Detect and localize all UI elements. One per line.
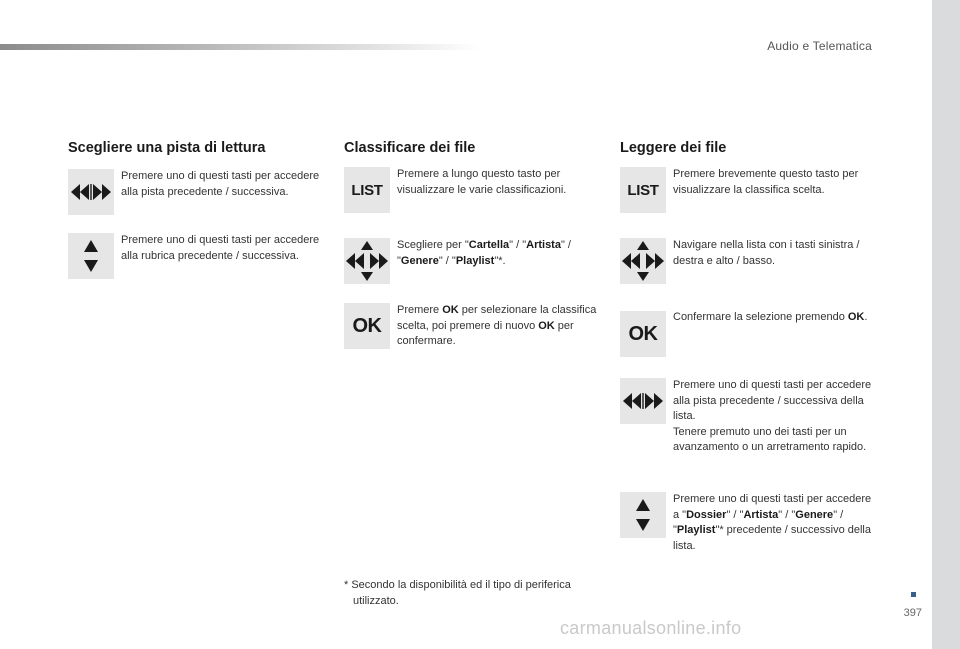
section-title: Audio e Telematica [767,39,872,53]
four-way-arrows-icon [621,240,665,282]
column-choose-track [68,140,320,262]
ok-key [344,303,390,349]
row-description: Premere uno di questi tasti per accedere alla pista precedente / successiva. [121,170,320,198]
row-description: Premere brevemente questo tasto per visualizzare la classifica scelta. [673,168,859,196]
column-read-files [620,140,872,552]
four-way-key [620,238,666,284]
row-description: Confermare la selezione premendo OK. [673,311,868,323]
prev-next-icon [70,182,112,202]
row-description: Premere uno di questi tasti per accedere alla pista precedente / successiva della lista. Tenere premuto uno dei tasti per un avanzamento o un arretramento rapido. [673,379,872,453]
column-classify-files [344,140,597,347]
footnote: * Secondo la disponibilità ed il tipo di periferica utilizzato. [344,579,571,607]
ok-key-label: OK [628,322,658,345]
four-way-key [344,238,390,284]
column-title: Leggere dei file [620,140,727,156]
row-description: Premere uno di questi tasti per accedere a "Dossier" / "Artista" / "Genere" / "Playlist"* precedente / successivo della lista. [673,493,872,552]
up-down-icon [635,497,651,533]
column-title: Classificare dei file [344,140,476,156]
watermark-text: carmanualsonline.info [560,618,742,638]
header-rule [0,44,480,50]
page-marker [911,592,916,597]
four-way-arrows-icon [345,240,389,282]
prev-next-key [620,378,666,424]
list-key [344,167,390,213]
up-down-icon [83,238,99,274]
list-key-label: LIST [351,181,383,199]
list-key [620,167,666,213]
up-down-key [620,492,666,538]
row-description: Navigare nella lista con i tasti sinistra / destra e alto / basso. [673,239,860,267]
row-description: Premere uno di questi tasti per accedere alla rubrica precedente / successiva. [121,234,320,262]
right-margin-bar [932,0,960,649]
prev-next-icon [622,391,664,411]
prev-next-key [68,169,114,215]
page-number: 397 [903,607,922,619]
up-down-key [68,233,114,279]
ok-key-label: OK [352,314,382,337]
row-description: Premere a lungo questo tasto per visualizzare le varie classificazioni. [397,168,567,196]
row-description: Scegliere per "Cartella" / "Artista" / "Genere" / "Playlist"*. [397,239,571,267]
row-description: Premere OK per selezionare la classifica scelta, poi premere di nuovo OK per confermare. [397,304,597,347]
ok-key [620,311,666,357]
column-title: Scegliere una pista di lettura [68,140,266,156]
list-key-label: LIST [627,181,659,199]
